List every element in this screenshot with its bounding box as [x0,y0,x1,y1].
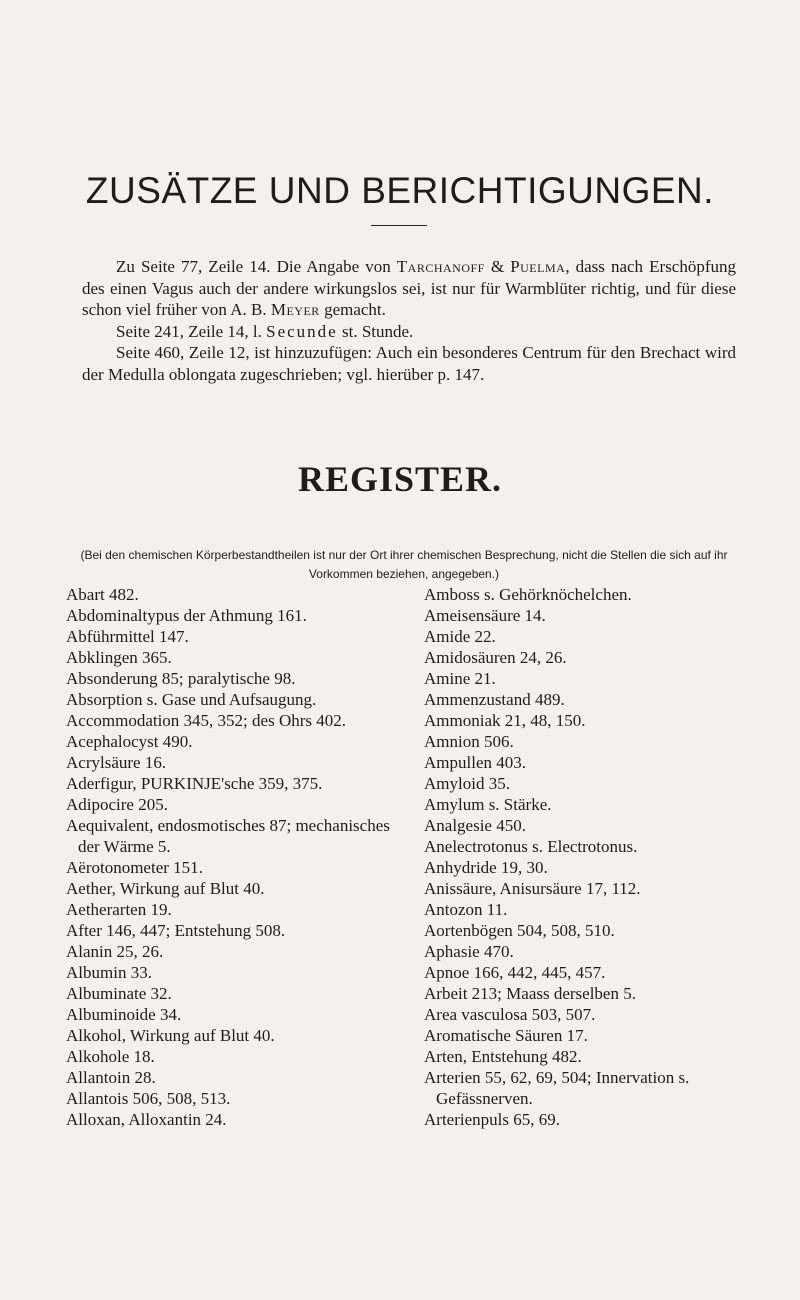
addenda-paragraph-1 [82,256,736,321]
addenda-text: , dass nach Erschöpfung des einen Vagus auch der andere wirkungslos sei, ist nur für Warmblüter richtig, und für diese schon viel früher von A. B. [82,257,736,319]
index-entry: Arterienpuls 65, 69. [424,1110,560,1129]
index-entry: Antozon 11. [424,900,508,919]
index-entry: Aequivalent, endosmotisches 87; mechanisches der Wärme 5. [66,816,390,856]
addenda-text: st. Stunde. [337,321,414,341]
index-entry: Ameisensäure 14. [424,606,546,625]
addenda-paragraph-3: Seite 460, Zeile 12, ist hinzuzufügen: Auch ein besonderes Centrum für den Brechact wird der Medulla oblongata zugeschrieben; vgl. hierüber p. 147. [82,343,736,384]
index-entry: Abdominaltypus der Athmung 161. [66,606,307,625]
index-entry: Aphasie 470. [424,942,514,961]
index-entry: Allantoin 28. [66,1068,156,1087]
index-entry: Acephalocyst 490. [66,732,193,751]
index-entry: Abklingen 365. [66,648,172,667]
addenda-heading: ZUSÄTZE UND BERICHTIGUNGEN. [85,170,715,211]
index-entry: Amboss s. Gehörknöchelchen. [424,585,632,604]
index-entry: Amide 22. [424,627,496,646]
addenda-text: & [484,257,511,276]
index-entry: Aërotonometer 151. [66,858,203,877]
index-entry: Arbeit 213; Maass derselben 5. [424,984,636,1003]
index-entry: Adipocire 205. [66,795,168,814]
register-column-right [424,584,764,1130]
heading-divider [371,225,427,226]
index-entry: Aromatische Säuren 17. [424,1026,588,1045]
index-entry: Anhydride 19, 30. [424,858,548,877]
index-entry: Aderfigur, PURKINJE'sche 359, 375. [66,774,323,793]
addenda-text: Zu Seite 77, Zeile 14. Die Angabe von [116,257,397,276]
index-entry: Absonderung 85; paralytische 98. [66,669,296,688]
author-name: Tarchanoff [396,257,485,276]
author-name: Puelma [510,257,566,276]
index-entry: Abart 482. [66,585,139,604]
index-entry: Accommodation 345, 352; des Ohrs 402. [66,711,346,730]
index-entry: Amnion 506. [424,732,514,751]
index-entry: Anissäure, Anisursäure 17, 112. [424,879,641,898]
index-entry: Allantois 506, 508, 513. [66,1089,231,1108]
index-entry: Alkohole 18. [66,1047,155,1066]
register-column-left [66,584,394,1130]
index-entry: Arten, Entstehung 482. [424,1047,582,1066]
spaced-word: Secunde [266,321,338,341]
index-entry: Analgesie 450. [424,816,526,835]
index-entry: Amyloid 35. [424,774,510,793]
index-entry: Arterien 55, 62, 69, 504; Innervation s. Gefässnerven. [424,1068,690,1108]
index-entry: Ammenzustand 489. [424,690,565,709]
index-entry: Alanin 25, 26. [66,942,164,961]
index-entry: Alkohol, Wirkung auf Blut 40. [66,1026,275,1045]
index-entry: Amine 21. [424,669,496,688]
index-entry: Aortenbögen 504, 508, 510. [424,921,615,940]
addenda-paragraph-2 [82,321,736,343]
index-entry: Ampullen 403. [424,753,526,772]
index-entry: Aether, Wirkung auf Blut 40. [66,879,265,898]
index-entry: Aetherarten 19. [66,900,172,919]
addenda-text: gemacht. [319,300,386,319]
index-entry: Amylum s. Stärke. [424,795,552,814]
index-entry: Albuminoide 34. [66,1005,182,1024]
index-entry: Albuminate 32. [66,984,172,1003]
index-entry: Area vasculosa 503, 507. [424,1005,596,1024]
index-entry: Acrylsäure 16. [66,753,167,772]
author-name: Meyer [270,300,320,319]
index-entry: Ammoniak 21, 48, 150. [424,711,586,730]
index-entry: Anelectrotonus s. Electrotonus. [424,837,638,856]
addenda-section [82,256,736,385]
index-entry: Alloxan, Alloxantin 24. [66,1110,227,1129]
index-entry: Albumin 33. [66,963,152,982]
register-note: (Bei den chemischen Körperbestandtheilen ist nur der Ort ihrer chemischen Besprechung, nicht die Stellen die sich auf ihr Vorkommen beziehen, angegeben.) [80,548,728,581]
index-entry: Abführmittel 147. [66,627,189,646]
index-entry: Apnoe 166, 442, 445, 457. [424,963,606,982]
index-entry: After 146, 447; Entstehung 508. [66,921,286,940]
register-heading: REGISTER. [297,459,503,499]
index-entry: Amidosäuren 24, 26. [424,648,567,667]
addenda-text: Seite 241, Zeile 14, l. [116,321,267,341]
index-entry: Absorption s. Gase und Aufsaugung. [66,690,317,709]
